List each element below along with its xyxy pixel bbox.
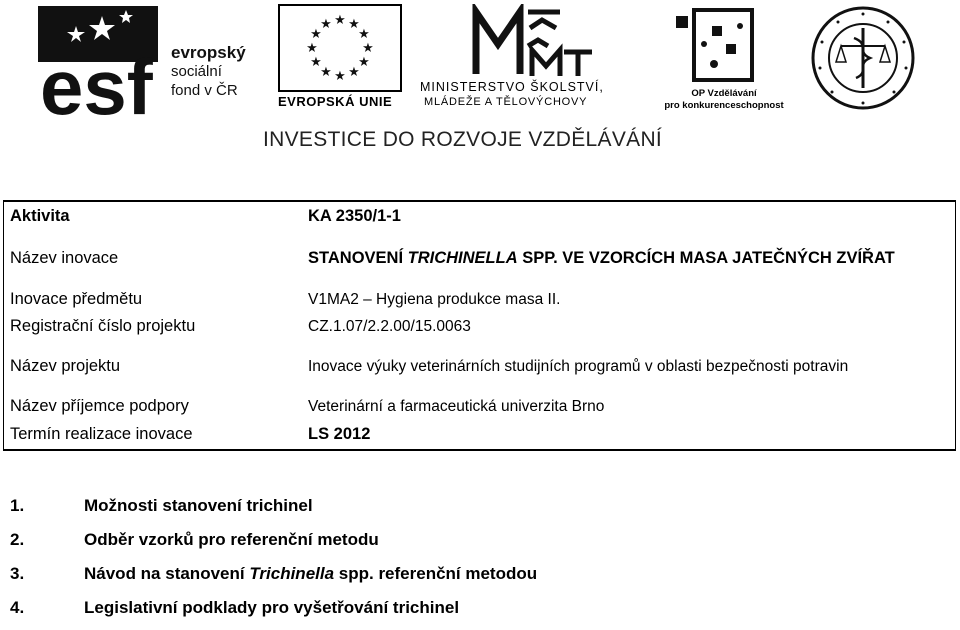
table-row bbox=[4, 420, 956, 450]
svg-text:★: ★ bbox=[362, 41, 374, 56]
svg-text:★: ★ bbox=[334, 69, 346, 84]
svg-text:★: ★ bbox=[358, 55, 370, 70]
table-row bbox=[4, 340, 956, 392]
svg-text:★: ★ bbox=[348, 65, 360, 80]
table-row bbox=[4, 286, 956, 313]
svg-text:★: ★ bbox=[306, 41, 318, 56]
row-label-aktivita: Aktivita bbox=[4, 201, 303, 230]
table-row bbox=[4, 392, 956, 420]
list-item bbox=[10, 494, 537, 528]
contents-list bbox=[10, 494, 537, 630]
row-label-nazev-projektu: Název projektu bbox=[4, 340, 303, 392]
eu-stars-icon bbox=[280, 6, 400, 90]
eu-label: EVROPSKÁ UNIE bbox=[278, 94, 393, 109]
row-value-inovace-predmetu: V1MA2 – Hygiena produkce masa II. bbox=[302, 286, 956, 313]
op-label bbox=[658, 88, 790, 112]
list-item bbox=[10, 596, 537, 630]
msmt-label bbox=[420, 80, 604, 110]
esf-line-3: fond v ČR bbox=[171, 82, 238, 99]
svg-text:★: ★ bbox=[310, 55, 322, 70]
inovace-title-part-2: SPP. VE VZORCÍCH MASA JATEČNÝCH ZVÍŘAT bbox=[517, 248, 895, 267]
esf-logo bbox=[38, 6, 268, 116]
list-item-number: 1. bbox=[10, 496, 25, 515]
op-line-1: OP Vzdělávání bbox=[691, 88, 757, 99]
row-value-aktivita: KA 2350/1-1 bbox=[302, 201, 956, 230]
list-item-number: 2. bbox=[10, 530, 25, 549]
list-item bbox=[10, 528, 537, 562]
list-item-text-italic: Trichinella bbox=[249, 564, 335, 583]
table-row bbox=[4, 230, 956, 286]
op-line-2: pro konkurenceschopnost bbox=[664, 100, 784, 111]
msmt-line-2: MLÁDEŽE A TĚLOVÝCHOVY bbox=[424, 96, 588, 108]
list-item-number: 3. bbox=[10, 564, 25, 583]
project-info-table bbox=[3, 200, 956, 451]
svg-text:★: ★ bbox=[348, 17, 360, 32]
vfu-seal-logo bbox=[808, 2, 918, 114]
svg-text:★: ★ bbox=[358, 27, 370, 42]
table-row bbox=[4, 201, 956, 230]
esf-abbr-text: esf bbox=[40, 43, 153, 116]
row-label-registracni-cislo: Registrační číslo projektu bbox=[4, 313, 303, 340]
inovace-title-italic: TRICHINELLA bbox=[407, 248, 518, 267]
esf-line-1: evropský bbox=[171, 43, 246, 62]
row-value-termin-realizace: LS 2012 bbox=[302, 420, 956, 450]
row-value-nazev-prijemce: Veterinární a farmaceutická univerzita Brno bbox=[302, 392, 956, 420]
msmt-line-1: MINISTERSTVO ŠKOLSTVÍ, bbox=[420, 80, 604, 94]
list-item-text: Možnosti stanovení trichinel bbox=[84, 496, 313, 515]
row-value-nazev-projektu: Inovace výuky veterinárních studijních programů v oblasti bezpečnosti potravin bbox=[302, 340, 956, 392]
row-label-inovace-predmetu: Inovace předmětu bbox=[4, 286, 303, 313]
msmt-logo bbox=[420, 4, 640, 112]
esf-text bbox=[171, 43, 246, 100]
row-value-nazev-inovace bbox=[302, 230, 956, 286]
header-logos bbox=[0, 0, 960, 170]
esf-line-2: sociální bbox=[171, 63, 222, 80]
row-label-nazev-inovace: Název inovace bbox=[4, 230, 303, 286]
op-emblem bbox=[654, 4, 794, 86]
list-item-text-part-1: Návod na stanovení bbox=[84, 564, 250, 583]
msmt-emblem bbox=[420, 4, 640, 78]
svg-text:★: ★ bbox=[334, 13, 346, 28]
vfu-seal-icon bbox=[808, 2, 918, 114]
slogan-investice: INVESTICE DO ROZVOJE VZDĚLÁVÁNÍ bbox=[263, 128, 663, 151]
inovace-title-part-1: STANOVENÍ bbox=[308, 248, 408, 267]
op-logo bbox=[654, 4, 794, 112]
svg-text:★: ★ bbox=[320, 65, 332, 80]
row-label-nazev-prijemce: Název příjemce podpory bbox=[4, 392, 303, 420]
eu-logo bbox=[278, 4, 408, 112]
svg-text:★: ★ bbox=[320, 17, 332, 32]
eu-flag-icon bbox=[278, 4, 402, 92]
list-item-number: 4. bbox=[10, 598, 25, 617]
row-label-termin-realizace: Termín realizace inovace bbox=[4, 420, 303, 450]
list-item-text: Odběr vzorků pro referenční metodu bbox=[84, 530, 379, 549]
svg-text:★: ★ bbox=[310, 27, 322, 42]
list-item bbox=[10, 562, 537, 596]
list-item-text: Legislativní podklady pro vyšetřování trichinel bbox=[84, 598, 460, 617]
table-row bbox=[4, 313, 956, 340]
row-value-registracni-cislo: CZ.1.07/2.2.00/15.0063 bbox=[302, 313, 956, 340]
list-item-text-part-2: spp. referenční metodou bbox=[334, 564, 538, 583]
